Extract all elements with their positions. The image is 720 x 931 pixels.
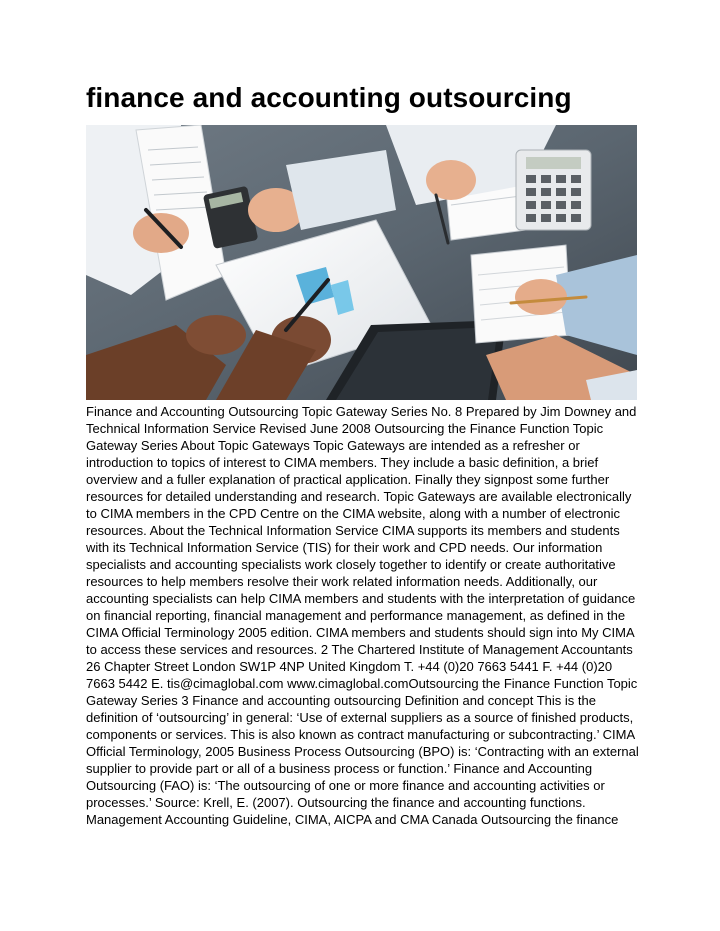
body-line: resources. About the Technical Information Service CIMA supports its members and students — [86, 523, 620, 538]
top-right-hand — [426, 160, 476, 200]
body-line: Gateway Series About Topic Gateways Topic Gateways are intended as a refresher or — [86, 438, 580, 453]
body-line: to access these services and resources. 2 The Chartered Institute of Management Accountants — [86, 642, 633, 657]
body-line: resources to help members resolve their work related information needs. Additionally, our — [86, 574, 598, 589]
body-line: 26 Chapter Street London SW1P 4NP United Kingdom T. +44 (0)20 7663 5441 F. +44 (0)20 — [86, 659, 613, 674]
body-line: on financial reporting, financial management and performance management, as defined in the — [86, 608, 626, 623]
body-line: introduction to topics of interest to CIMA members. They include a basic definition, a brief — [86, 455, 599, 470]
body-line: definition of ‘outsourcing’ in general: ‘Use of external suppliers as a source of finished products, — [86, 710, 634, 725]
body-line: to CIMA members in the CPD Centre on the CIMA website, along with a number of electronic — [86, 506, 620, 521]
body-line: Gateway Series 3 Finance and accounting outsourcing Definition and concept This is the — [86, 693, 596, 708]
body-paragraph — [86, 403, 646, 828]
body-line: accounting specialists can help CIMA members and students with the interpretation of guidance — [86, 591, 636, 606]
body-line: Technical Information Service Revised June 2008 Outsourcing the Finance Function Topic — [86, 421, 604, 436]
body-line: CIMA Official Terminology 2005 edition. CIMA members and students should sign into My CIMA — [86, 625, 635, 640]
body-line: Management Accounting Guideline, CIMA, AICPA and CMA Canada Outsourcing the finance — [86, 812, 619, 827]
business-meeting-photo — [86, 125, 637, 400]
body-line: Official Terminology, 2005 Business Process Outsourcing (BPO) is: ‘Contracting with an external — [86, 744, 639, 759]
body-line: Outsourcing (FAO) is: ‘The outsourcing of one or more finance and accounting activities or — [86, 778, 605, 793]
bottom-left-hand — [186, 315, 246, 355]
body-line: components or services. This is also known as contract manufacturing or subcontracting.’ CIMA — [86, 727, 636, 742]
body-line: 7663 5442 E. tis@cimaglobal.com www.cimaglobal.comOutsourcing the Finance Function Topic — [86, 676, 638, 691]
right-hand — [515, 279, 567, 315]
body-line: supplier to provide part or all of a business process or function.’ Finance and Accounting — [86, 761, 593, 776]
body-line: Finance and Accounting Outsourcing Topic Gateway Series No. 8 Prepared by Jim Downey and — [86, 404, 637, 419]
body-line: overview and a fuller explanation of practical application. Finally they signpost some further — [86, 472, 610, 487]
body-line: with its Technical Information Service (TIS) for their work and CPD needs. Our information — [86, 540, 603, 555]
body-line: resources for detailed understanding and research. Topic Gateways are available electronically — [86, 489, 632, 504]
calculator-right — [516, 150, 591, 230]
document-title: finance and accounting outsourcing — [86, 82, 572, 113]
body-line: specialists and accounting specialists work closely together to identify or create authoritative — [86, 557, 616, 572]
body-line: processes.’ Source: Krell, E. (2007). Outsourcing the finance and accounting functions. — [86, 795, 586, 810]
photo-illustration — [86, 125, 637, 400]
